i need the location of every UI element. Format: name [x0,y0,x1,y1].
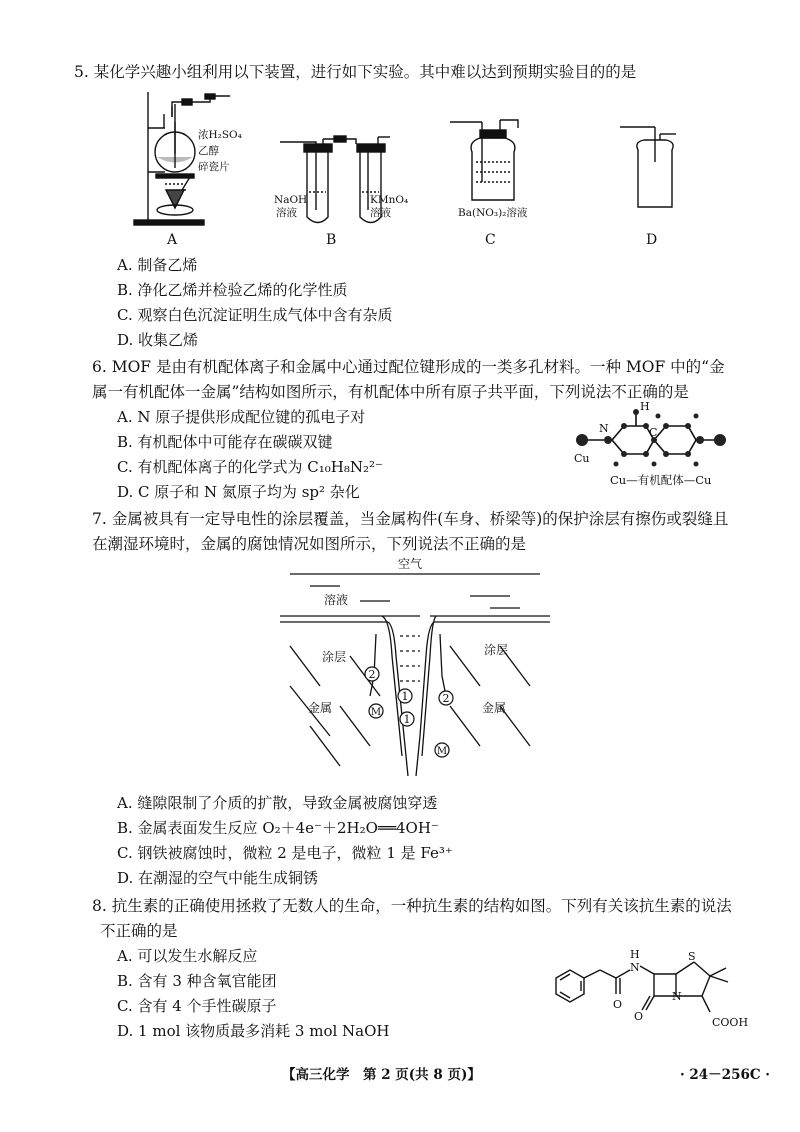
label-coating-left: 涂层 [322,650,347,664]
q6-option-a: A. N 原子提供形成配位键的孤电子对 [117,408,366,426]
q8-option-d: D. 1 mol 该物质最多消耗 3 mol NaOH [117,1022,390,1040]
mof-caption: Cu—有机配体—Cu [610,473,712,487]
atom-amide-o: O [613,998,623,1011]
atom-lactam-o: O [634,1010,644,1023]
label-solution: 溶液 [324,593,349,607]
q7-option-b: B. 金属表面发生反应 O₂＋4e⁻＋2H₂O══4OH⁻ [117,819,439,837]
q7-option-c: C. 钢铁被腐蚀时，微粒 2 是电子，微粒 1 是 Fe³⁺ [117,844,453,862]
label-metal-right: 金属 [482,701,507,715]
letter-a: A [167,232,178,248]
q8-antibiotic-structure [548,938,778,1036]
page-code: · 24－256C · [680,1067,771,1083]
particle-2-right: 2 [442,692,450,705]
reagent-ba-no3-2: Ba(NO₃)₂溶液 [458,207,528,219]
particle-1-bottom: 1 [403,713,411,726]
apparatus-c [450,120,518,200]
atom-h: H [640,400,650,413]
reagent-conc-h2so4: 浓H₂SO₄ [198,129,242,141]
letter-b: B [326,232,337,248]
q7-stem-line1: 7. 金属被具有一定导电性的涂层覆盖，当金属构件(车身、桥梁等)的保护涂层有擦伤或裂缝且 [92,510,729,528]
label-air: 空气 [398,557,423,571]
reagent-porcelain: 碎瓷片 [198,161,230,173]
reagent-ethanol: 乙醇 [198,145,219,157]
q6-stem-line2: 属一有机配体一金属”结构如图所示，有机配体中所有原子共平面，下列说法不正确的是 [92,383,689,401]
q7-stem-line2: 在潮湿环境时，金属的腐蚀情况如图所示，下列说法不正确的是 [92,535,527,553]
particle-1-top: 1 [401,690,409,703]
q6-mof-structure [572,400,782,492]
group-cooh: COOH [712,1016,749,1029]
particle-2-left: 2 [368,668,376,681]
label-metal-left: 金属 [308,701,333,715]
q8-stem-line2: 不正确的是 [100,922,178,940]
q5-stem: 5. 某化学兴趣小组利用以下装置，进行如下实验。其中难以达到预期实验目的的是 [74,63,637,81]
q6-option-b: B. 有机配体中可能存在碳碳双键 [117,433,333,451]
atom-c: C [649,426,658,439]
q8-option-b: B. 含有 3 种含氧官能团 [117,972,277,990]
atom-n: N [599,422,609,435]
q7-option-a: A. 缝隙限制了介质的扩散，导致金属被腐蚀穿透 [117,794,438,812]
atom-s: S [688,950,696,963]
q5-option-c: C. 观察白色沉淀证明生成气体中含有杂质 [117,306,393,324]
q7-option-d: D. 在潮湿的空气中能生成铜锈 [117,869,319,887]
q5-option-a: A. 制备乙烯 [117,256,198,274]
page-footer: 【高三化学 第 2 页(共 8 页)】 [282,1067,481,1083]
q8-option-a: A. 可以发生水解反应 [117,947,258,965]
reagent-naoh: NaOH [274,194,308,206]
q6-stem-line1: 6. MOF 是由有机配体离子和金属中心通过配位键形成的一类多孔材料。一种 MOF 中的“金 [92,358,725,376]
atom-cu: Cu [574,452,590,465]
apparatus-a [134,92,230,225]
reagent-kmno4-solution: 溶液 [370,207,391,219]
apparatus-b-labels [274,194,408,248]
letter-c: C [485,232,496,248]
letter-d: D [646,232,658,248]
atom-amide-n: N [630,961,640,974]
reagent-naoh-solution: 溶液 [276,207,297,219]
q8-option-c: C. 含有 4 个手性碳原子 [117,997,277,1015]
q7-corrosion-figure [270,556,560,796]
apparatus-c-labels [458,206,528,248]
atom-nh-h: H [630,948,640,961]
q6-option-c: C. 有机配体离子的化学式为 C₁₀H₈N₂²⁻ [117,458,383,476]
q8-stem-line1: 8. 抗生素的正确使用拯救了无数人的生命，一种抗生素的结构如图。下列有关该抗生素的说法 [92,897,732,915]
apparatus-d [620,127,676,207]
atom-ring-n: N [672,990,682,1003]
metal-m-right: M [436,746,448,757]
apparatus-a-labels [166,128,242,248]
q5-option-d: D. 收集乙烯 [117,331,199,349]
q6-option-d: D. C 原子和 N 氮原子均为 sp² 杂化 [117,483,360,501]
metal-m-left: M [370,707,382,718]
label-coating-right: 涂层 [484,643,509,657]
q5-apparatus-figure [120,82,720,252]
q5-option-b: B. 净化乙烯并检验乙烯的化学性质 [117,281,348,299]
reagent-kmno4: KMnO₄ [370,194,409,206]
